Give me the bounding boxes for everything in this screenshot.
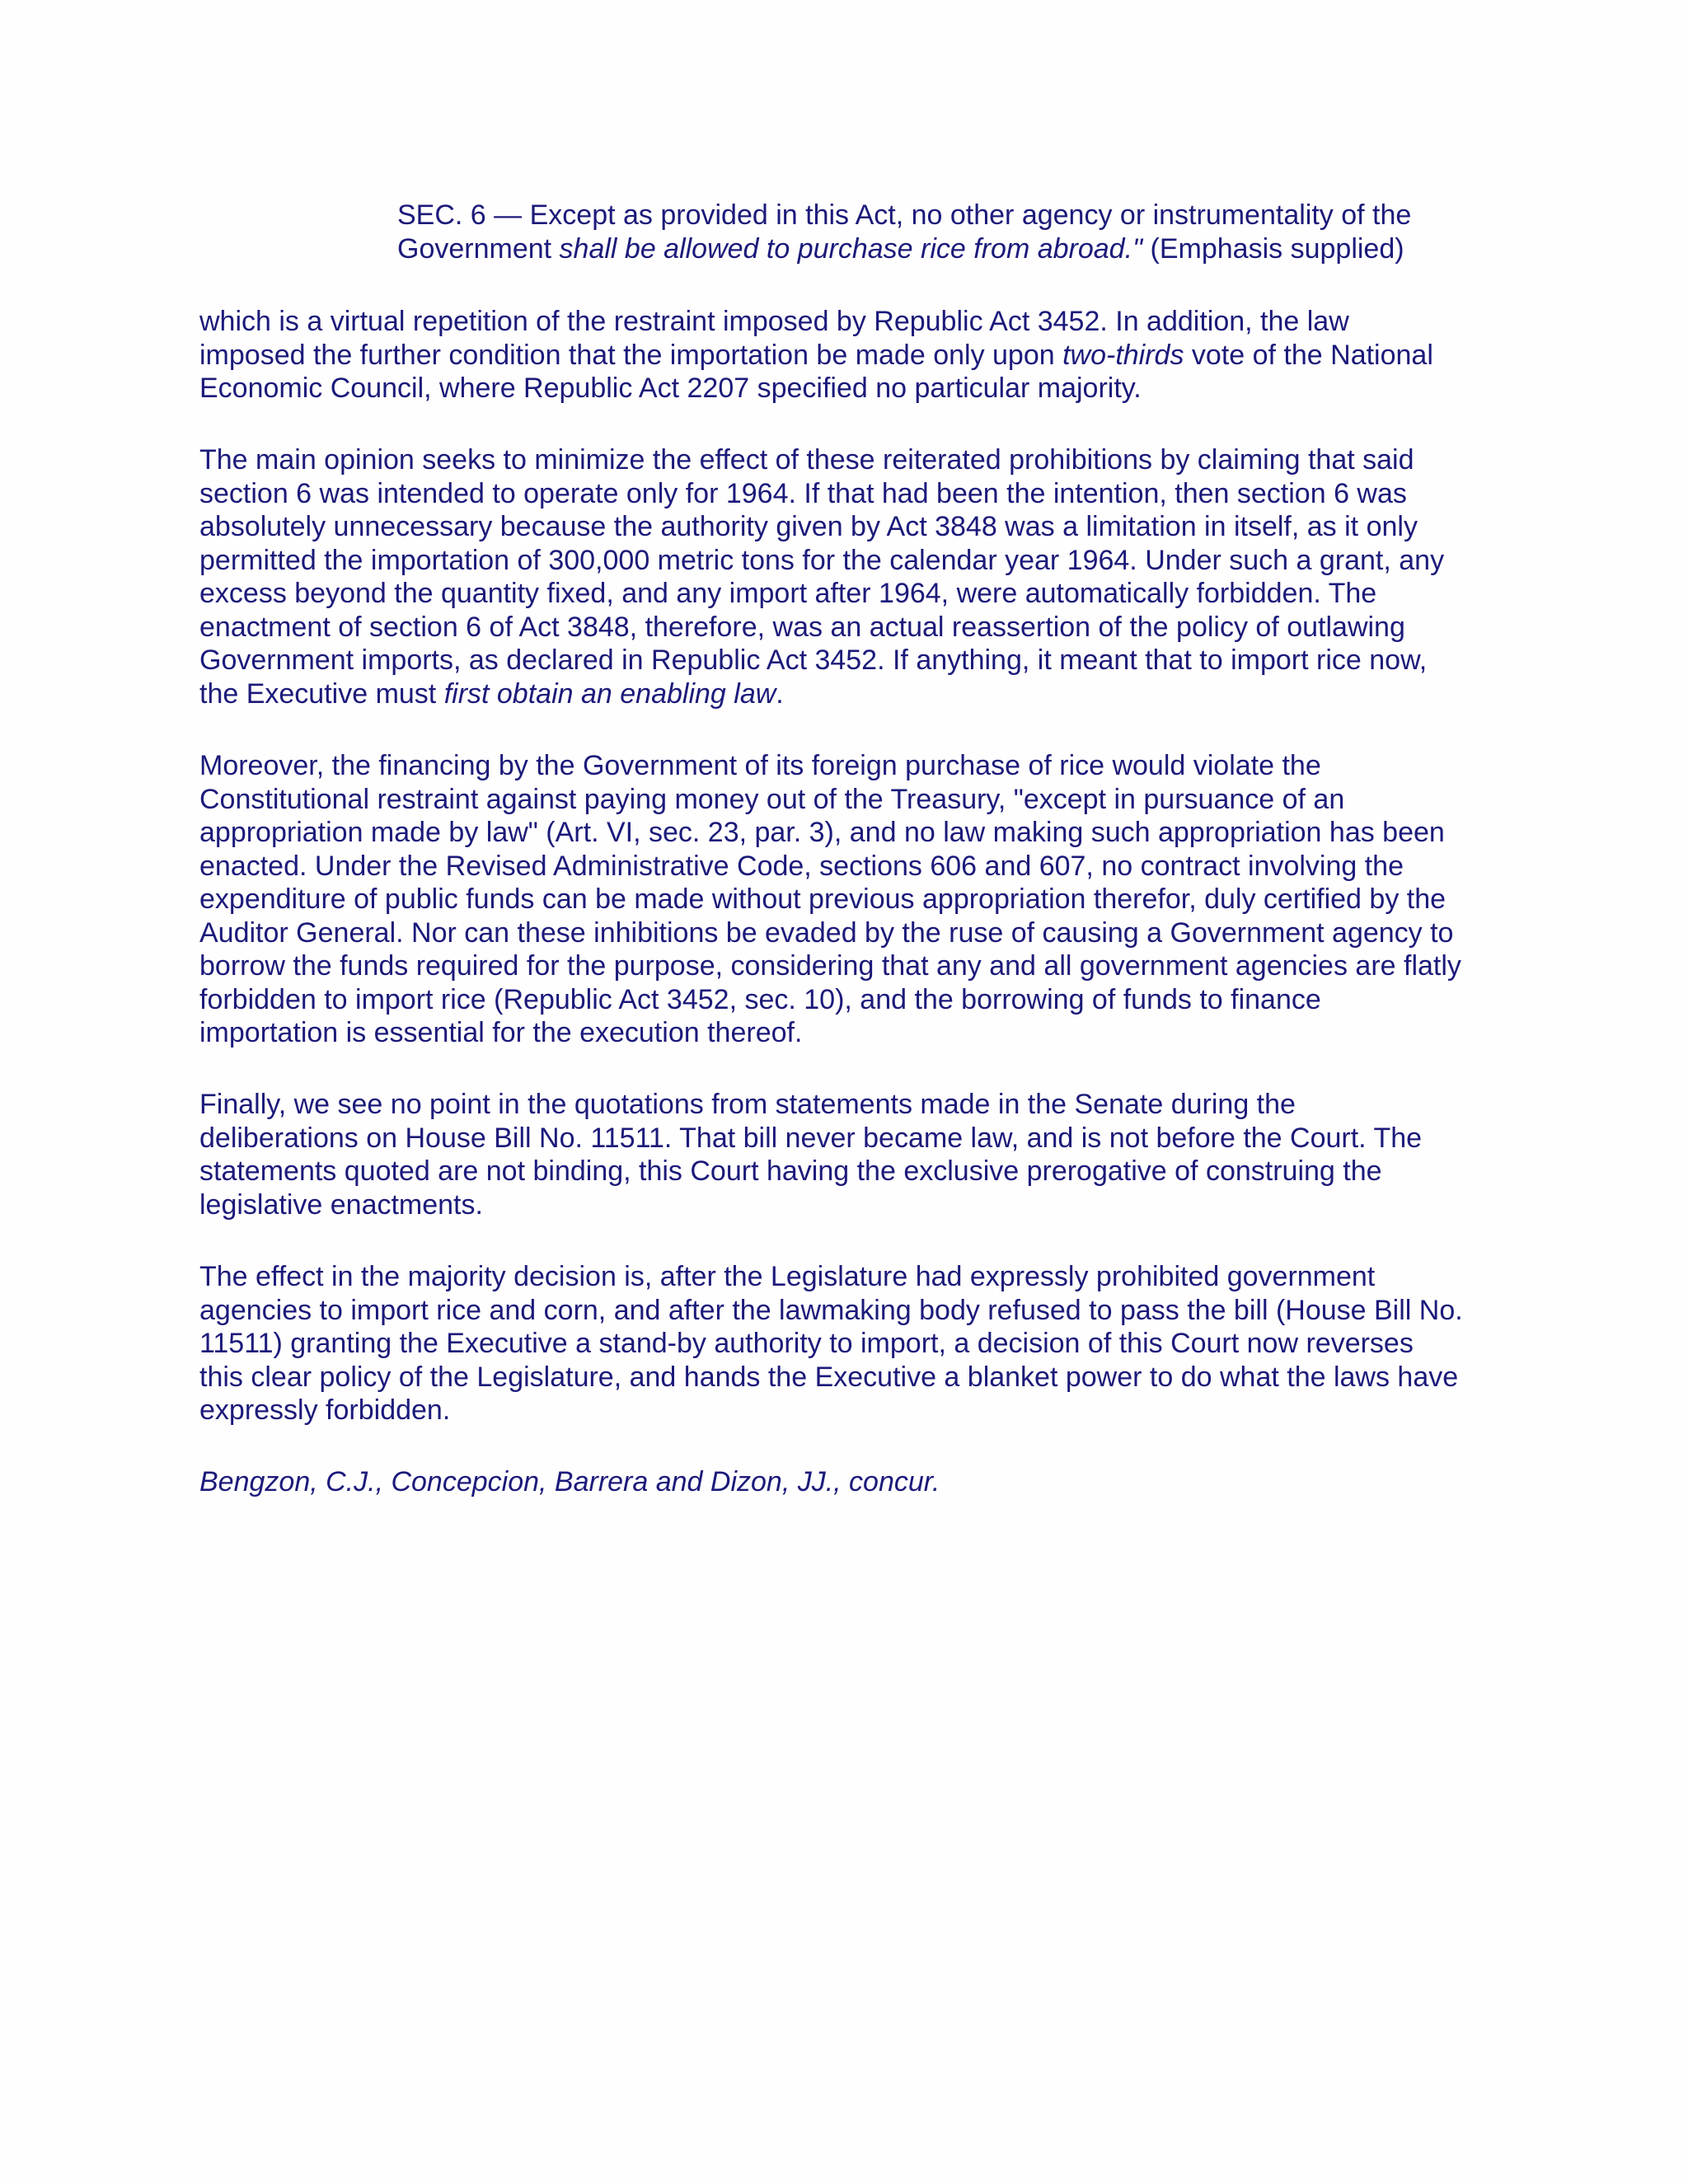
paragraph-line: this clear policy of the Legislature, and hands the Executive a blanket power to do what the laws have xyxy=(199,1361,1459,1393)
paragraph-main-opinion xyxy=(199,443,1518,710)
paragraph-line: Auditor General. Nor can these inhibitions be evaded by the ruse of causing a Government agency to xyxy=(199,916,1454,949)
paragraph-line: expenditure of public funds can be made without previous appropriation therefor, duly certified by the xyxy=(199,883,1447,915)
emphasized-text: shall be allowed to purchase rice from abroad." xyxy=(559,232,1143,265)
emphasized-text: first obtain an enabling law xyxy=(443,677,776,710)
quote-text: (Emphasis supplied) xyxy=(1142,232,1404,265)
paragraph-line: agencies to import rice and corn, and after the lawmaking body refused to pass the bill (House Bill No. xyxy=(199,1294,1463,1326)
paragraph-text: the Executive must xyxy=(199,677,444,710)
emphasized-text: two-thirds xyxy=(1062,339,1184,371)
paragraph-line: permitted the importation of 300,000 metric tons for the calendar year 1964. Under such a grant, any xyxy=(199,544,1445,576)
paragraph-majority-effect xyxy=(199,1260,1518,1427)
paragraph-line: Economic Council, where Republic Act 2207 specified no particular majority. xyxy=(199,373,1142,404)
paragraph-line: Finally, we see no point in the quotations from statements made in the Senate during the xyxy=(199,1089,1296,1120)
quote-line xyxy=(397,232,1535,266)
quote-line: SEC. 6 — Except as provided in this Act, no other agency or instrumentality of the xyxy=(397,199,1412,231)
paragraph-line: deliberations on House Bill No. 11511. That bill never became law, and is not before the Court. The xyxy=(199,1122,1423,1154)
paragraph-line: The effect in the majority decision is, after the Legislature had expressly prohibited government xyxy=(199,1261,1376,1292)
paragraph-line: The main opinion seeks to minimize the effect of these reiterated prohibitions by claiming that said xyxy=(199,444,1414,476)
paragraph-line: forbidden to import rice (Republic Act 3452, sec. 10), and the borrowing of funds to finance xyxy=(199,983,1321,1015)
paragraph-line: importation is essential for the execution thereof. xyxy=(199,1017,803,1048)
block-quote-sec-6 xyxy=(397,199,1535,265)
paragraph-text: imposed the further condition that the importation be made only upon xyxy=(199,339,1063,371)
paragraph-line: 11511) granting the Executive a stand-by authority to import, a decision of this Court now reverses xyxy=(199,1328,1414,1359)
quote-text: Government xyxy=(397,232,560,265)
paragraph-line: statements quoted are not binding, this Court having the exclusive prerogative of construing the xyxy=(199,1155,1382,1187)
paragraph-line: appropriation made by law" (Art. VI, sec. 23, par. 3), and no law making such appropriation has been xyxy=(199,817,1445,848)
paragraph-line: Constitutional restraint against paying money out of the Treasury, "except in pursuance of an xyxy=(199,783,1345,815)
paragraph-virtual-repetition xyxy=(199,305,1518,405)
paragraph-line: borrow the funds required for the purpose, considering that any and all government agencies are flatly xyxy=(199,950,1461,982)
paragraph-line: absolutely unnecessary because the authority given by Act 3848 was a limitation in itself, as it only xyxy=(199,511,1418,542)
paragraph-line: excess beyond the quantity fixed, and any import after 1964, were automatically forbidden. The xyxy=(199,578,1377,609)
paragraph-line: enacted. Under the Revised Administrative Code, sections 606 and 607, no contract involving the xyxy=(199,850,1404,882)
paragraph-text: . xyxy=(776,677,784,710)
paragraph-senate-quotations xyxy=(199,1088,1518,1221)
concurrence-line xyxy=(199,1465,1518,1499)
paragraph-line xyxy=(199,339,1518,373)
paragraph-line: section 6 was intended to operate only for 1964. If that had been the intention, then section 6 was xyxy=(199,477,1407,509)
paragraph-line: legislative enactments. xyxy=(199,1188,483,1221)
paragraph-line: enactment of section 6 of Act 3848, therefore, was an actual reassertion of the policy of outlawing xyxy=(199,611,1405,643)
paragraph-line: Moreover, the financing by the Government of its foreign purchase of rice would violate the xyxy=(199,750,1321,781)
paragraph-line: Government imports, as declared in Republic Act 3452. If anything, it meant that to import rice now, xyxy=(199,644,1428,676)
paragraph-line: expressly forbidden. xyxy=(199,1394,451,1426)
paragraph-text: vote of the National xyxy=(1184,339,1433,371)
paragraph-line: which is a virtual repetition of the restraint imposed by Republic Act 3452. In addition, the law xyxy=(199,306,1349,337)
paragraph-financing xyxy=(199,749,1518,1050)
paragraph-line xyxy=(199,677,1518,711)
concurrence-text: Bengzon, C.J., Concepcion, Barrera and Dizon, JJ., concur. xyxy=(199,1466,940,1497)
